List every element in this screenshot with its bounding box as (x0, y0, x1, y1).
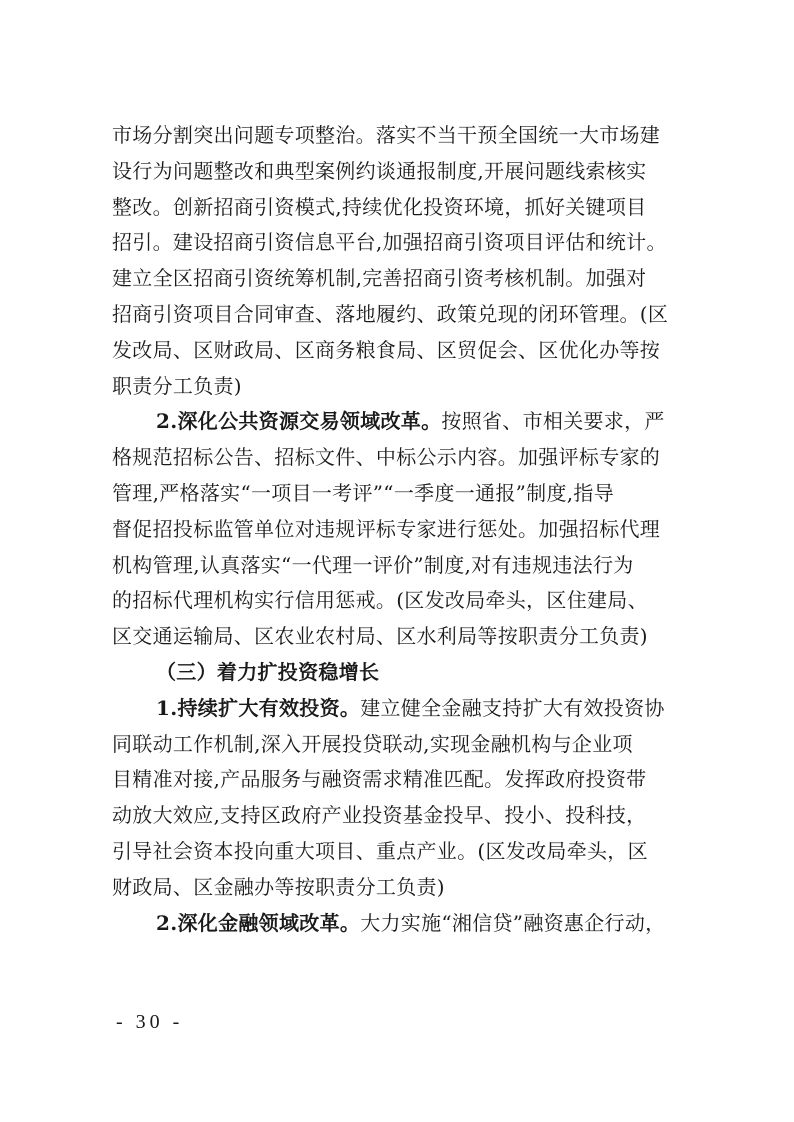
text-line: 同联动工作机制,深入开展投贷联动,实现金融机构与企业项 (112, 731, 633, 756)
text-line: 职责分工负责) (112, 373, 242, 398)
text-line: 招引。建设招商引资信息平台,加强招商引资项目评估和统计。 (112, 230, 667, 255)
page-number: - 30 - (116, 1011, 184, 1033)
text-line: 督促招投标监管单位对违规评标专家进行惩处。加强招标代理 (112, 516, 661, 541)
text-line: 市场分割突出问题专项整治。落实不当干预全国统一大市场建 (112, 123, 661, 147)
paragraph-heading: 2.深化金融领域改革。 (156, 910, 361, 935)
text-line: 机构管理,认真落实“一代理一评价”制度,对有违规违法行为 (112, 552, 634, 577)
paragraph-first-line (112, 404, 682, 440)
text-line: 发改局、区财政局、区商务粮食局、区贸促会、区优化办等按 (112, 337, 661, 362)
text-line: 的招标代理机构实行信用惩戒。(区发改局牵头，区住建局、 (112, 588, 648, 613)
section-heading: （三）着力扩投资稳增长 (156, 659, 380, 684)
text-line: 财政局、区金融办等按职责分工负责) (112, 874, 445, 899)
paragraph-first-line (112, 906, 682, 942)
body-text (112, 118, 682, 941)
text-line: 管理,严格落实“一项目一考评”“一季度一通报”制度,指导 (112, 480, 615, 505)
text-line: 整改。创新招商引资模式,持续优化投资环境，抓好关键项目 (112, 194, 647, 219)
text-line: 区交通运输局、区农业农村局、区水利局等按职责分工负责) (112, 624, 648, 649)
text-line: 建立全区招商引资统筹机制,完善招商引资考核机制。加强对 (112, 266, 647, 291)
paragraph-text: 按照省、市相关要求，严 (441, 409, 665, 434)
text-line: 动放大效应,支持区政府产业投资基金投早、投小、投科技， (112, 803, 647, 828)
text-line: 设行为问题整改和典型案例约谈通报制度,开展问题线索核实 (112, 158, 647, 183)
paragraph-text: 大力实施“湘信贷”融资惠企行动， (360, 910, 666, 935)
paragraph-heading: 1.持续扩大有效投资。 (156, 695, 361, 720)
paragraph-first-line (112, 691, 682, 727)
paragraph-heading: 2.深化公共资源交易领域改革。 (156, 409, 442, 434)
text-line: 目精准对接,产品服务与融资需求精准匹配。发挥政府投资带 (112, 767, 647, 792)
text-line: 格规范招标公告、招标文件、中标公示内容。加强评标专家的 (112, 445, 661, 470)
paragraph-text: 建立健全金融支持扩大有效投资协 (360, 695, 665, 720)
text-line: 招商引资项目合同审查、落地履约、政策兑现的闭环管理。(区 (112, 301, 669, 326)
text-line: 引导社会资本投向重大项目、重点产业。(区发改局牵头，区 (112, 838, 648, 863)
